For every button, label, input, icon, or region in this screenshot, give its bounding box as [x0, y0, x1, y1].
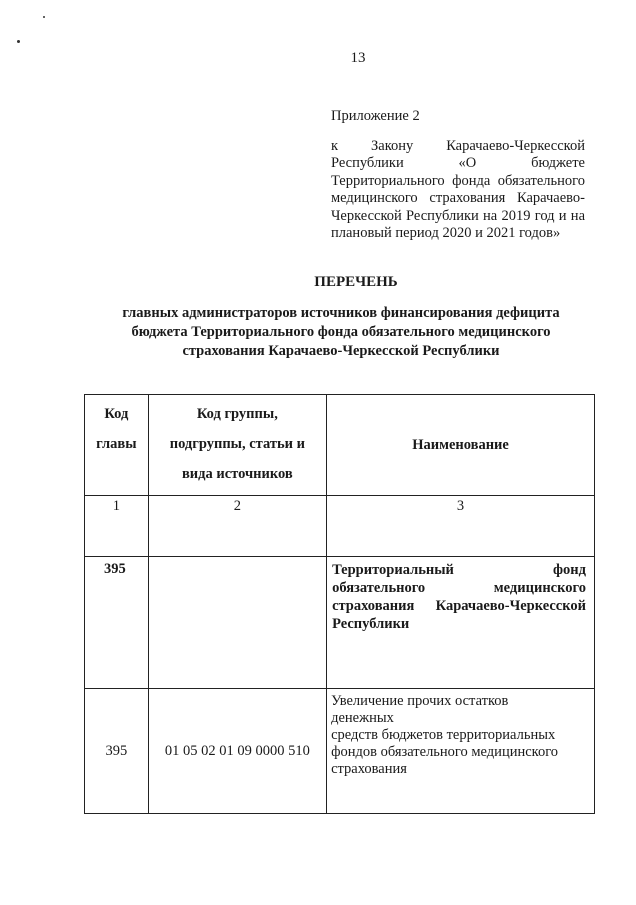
header-source-code	[148, 395, 326, 496]
header-cell-line: главы	[96, 436, 137, 452]
row-source-code	[148, 557, 326, 689]
column-number-3: 3	[327, 496, 595, 557]
table-row	[85, 557, 595, 689]
page-number: 13	[350, 50, 366, 66]
column-number-1: 1	[85, 496, 149, 557]
row-source-code: 01 05 02 01 09 0000 510	[148, 689, 326, 814]
administrators-table	[84, 394, 595, 814]
row-name-line: страхования	[331, 761, 407, 777]
document-subtitle: главных администраторов источников финансирования дефицита бюджета Территориального фонда обязательного медицинского страхования Карачаево-Черкесской Республики	[122, 305, 560, 359]
row-chapter-code: 395	[85, 689, 149, 814]
row-name-line: фондов обязательного медицинского	[331, 744, 559, 760]
row-name: Территориальный фонд обязательного медицинского страхования Карачаево-Черкесской Республики	[327, 557, 595, 689]
header-cell-line: подгруппы, статьи и	[169, 436, 305, 452]
row-name-line: денежных	[331, 710, 394, 726]
row-name	[327, 689, 595, 814]
appendix-block	[331, 108, 585, 243]
appendix-body: к Закону Карачаево-Черкесской Республики «О бюджете Территориального фонда обязательного медицинского страхования Карачаево-Черкесской Республики на 2019 год и на плановый период 2020 и 2021 годов»	[331, 137, 585, 241]
scan-speck	[17, 40, 20, 43]
header-cell-line: Код	[104, 406, 129, 422]
row-name-line: средств бюджетов территориальных	[331, 727, 556, 743]
table-column-numbers-row	[85, 496, 595, 557]
document-title: ПЕРЕЧЕНЬ	[314, 274, 398, 290]
table-header-row	[85, 395, 595, 496]
appendix-title: Приложение 2	[331, 108, 420, 124]
table-row	[85, 689, 595, 814]
header-cell-line: Код группы,	[196, 406, 278, 422]
column-number-2: 2	[148, 496, 326, 557]
row-name-line: Увеличение прочих остатков	[331, 693, 509, 709]
row-chapter-code: 395	[85, 557, 149, 689]
header-name: Наименование	[327, 395, 595, 496]
header-cell-line: вида источников	[181, 466, 293, 482]
scan-speck	[43, 16, 45, 18]
header-chapter-code	[85, 395, 149, 496]
